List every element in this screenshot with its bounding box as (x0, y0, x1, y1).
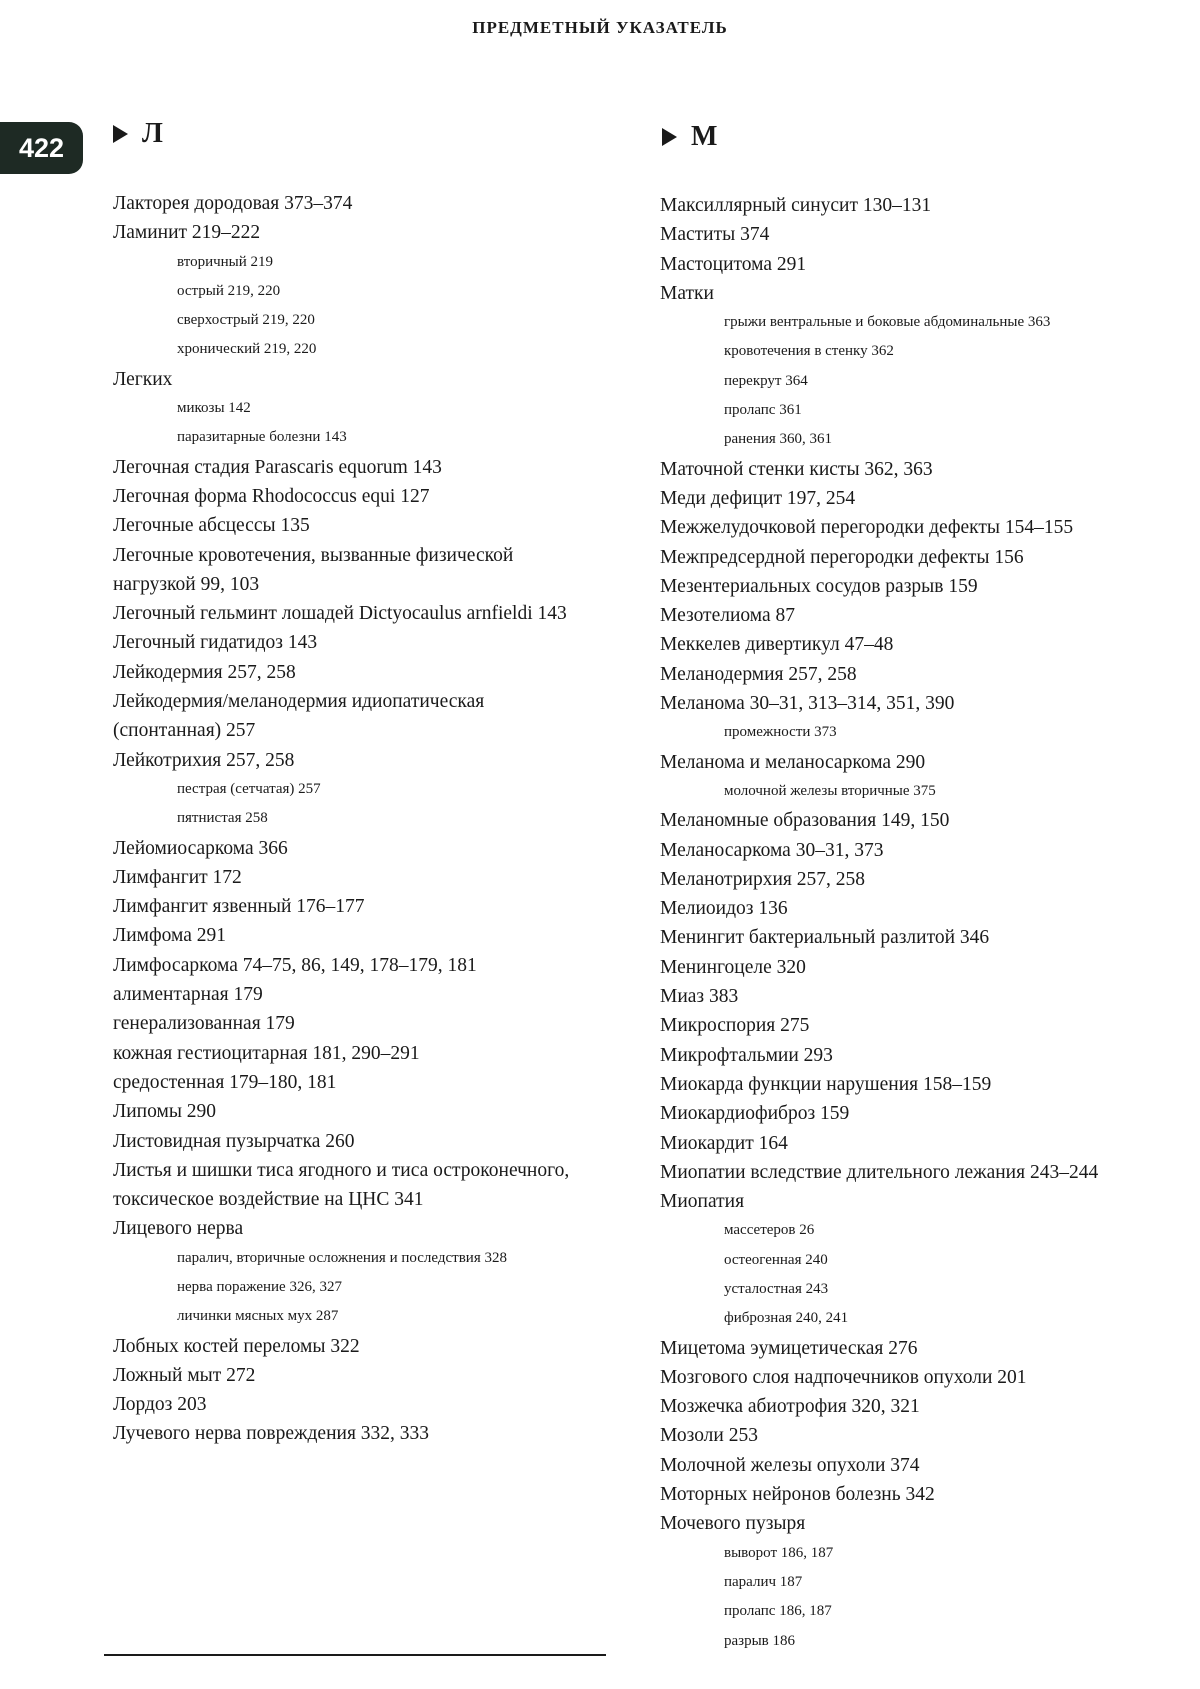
index-subentry: личинки мясных мух 287 (177, 1308, 339, 1325)
index-entry: Мочевого пузыря (660, 1513, 806, 1535)
index-subentry: массетеров 26 (724, 1222, 815, 1239)
index-entry: Ложный мыт 272 (113, 1364, 256, 1386)
index-entry: Лейкодермия/меланодермия идиопатическая (113, 691, 485, 713)
index-subentry: ранения 360, 361 (724, 431, 833, 448)
index-subentry: пролапс 361 (724, 402, 802, 419)
index-subentry: нерва поражение 326, 327 (177, 1278, 342, 1295)
index-entry: Листья и шишки тиса ягодного и тиса остроконечного, (113, 1159, 570, 1181)
index-subentry: усталостная 243 (724, 1280, 829, 1297)
index-entry: Миопатия (660, 1191, 745, 1213)
index-entry: алиментарная 179 (113, 984, 263, 1006)
index-subentry: хронический 219, 220 (177, 341, 317, 358)
index-entry: кожная гестиоцитарная 181, 290–291 (113, 1042, 420, 1064)
index-entry: Меланосаркома 30–31, 373 (660, 839, 884, 861)
index-entry: Меланодермия 257, 258 (660, 663, 857, 685)
index-entry: Лимфангит 172 (113, 866, 242, 888)
index-column-right (660, 191, 1098, 1656)
index-entry: Мозоли 253 (660, 1425, 758, 1447)
index-entry: Ламинит 219–222 (113, 222, 261, 244)
index-entry: Мелиоидоз 136 (660, 898, 788, 920)
index-entry: Легочные кровотечения, вызванные физической (113, 544, 514, 566)
index-entry: токсическое воздействие на ЦНС 341 (113, 1189, 424, 1211)
section-letter: Л (142, 118, 163, 149)
index-entry: Легочный гельминт лошадей Dictyocaulus arnfieldi 143 (113, 603, 567, 625)
index-entry: Лицевого нерва (113, 1218, 244, 1240)
index-entry: Моторных нейронов болезнь 342 (660, 1484, 935, 1506)
index-entry: Мезентериальных сосудов разрыв 159 (660, 575, 978, 597)
index-entry: Максиллярный синусит 130–131 (660, 195, 932, 216)
index-entry: Маститы 374 (660, 224, 770, 246)
index-entry: Лимфангит язвенный 176–177 (113, 896, 365, 918)
running-head: ПРЕДМЕТНЫЙ УКАЗАТЕЛЬ (472, 18, 728, 37)
index-entry: Межжелудочковой перегородки дефекты 154–155 (660, 517, 1074, 539)
index-column-left (113, 189, 569, 1449)
index-subentry: вторичный 219 (177, 253, 274, 270)
index-entry: Легочные абсцессы 135 (113, 515, 310, 537)
index-entry: нагрузкой 99, 103 (113, 573, 260, 595)
index-entry: Лобных костей переломы 322 (113, 1335, 360, 1357)
index-entry: Молочной железы опухоли 374 (660, 1454, 920, 1476)
index-entry: Лакторея дородовая 373–374 (113, 193, 353, 214)
footer-rule (104, 1654, 606, 1656)
triangle-marker-icon (113, 125, 128, 143)
index-entry: Легочная стадия Parascaris equorum 143 (113, 456, 442, 478)
index-entry: Легочная форма Rhodococcus equi 127 (113, 485, 430, 507)
index-entry: Лейкотрихия 257, 258 (113, 749, 295, 771)
index-entry: Лимфосаркома 74–75, 86, 149, 178–179, 181 (113, 954, 477, 976)
index-subentry: разрыв 186 (724, 1632, 795, 1649)
index-entry: Межпредсердной перегородки дефекты 156 (660, 546, 1024, 568)
index-entry: Мезотелиома 87 (660, 605, 796, 627)
index-entry: Лимфома 291 (113, 925, 227, 947)
index-entry: Лейомиосаркома 366 (113, 837, 288, 859)
index-subentry: выворот 186, 187 (724, 1544, 834, 1561)
section-letter-left (113, 117, 163, 151)
index-entry: Мозжечка абиотрофия 320, 321 (660, 1396, 920, 1418)
index-entry: Мастоцитома 291 (660, 253, 807, 275)
index-subentry: сверхострый 219, 220 (177, 312, 315, 329)
index-subentry: паралич 187 (724, 1573, 803, 1590)
index-subentry: паразитарные болезни 143 (177, 429, 347, 446)
index-entry: Миокарда функции нарушения 158–159 (660, 1073, 992, 1095)
index-entry: (спонтанная) 257 (113, 720, 256, 742)
index-subentry: кровотечения в стенку 362 (724, 343, 894, 360)
index-entry: Меди дефицит 197, 254 (660, 487, 856, 509)
section-letter: М (691, 121, 718, 152)
index-subentry: молочной железы вторичные 375 (724, 782, 936, 799)
index-entry: Маточной стенки кисты 362, 363 (660, 458, 933, 480)
index-entry: Лучевого нерва повреждения 332, 333 (113, 1423, 430, 1445)
index-subentry: перекрут 364 (724, 372, 808, 389)
index-entry: Мозгового слоя надпочечников опухоли 201 (660, 1366, 1027, 1388)
index-entry: Легких (113, 368, 173, 390)
index-subentry: острый 219, 220 (177, 282, 281, 299)
triangle-marker-icon (662, 128, 677, 146)
index-subentry: микозы 142 (177, 400, 251, 417)
index-entry: Микроспория 275 (660, 1015, 810, 1037)
index-entry: Миокардиофиброз 159 (660, 1103, 850, 1125)
index-subentry: остеогенная 240 (724, 1251, 828, 1268)
index-entry: Миопатии вследствие длительного лежания 243–244 (660, 1161, 1099, 1183)
index-entry: Легочный гидатидоз 143 (113, 632, 318, 654)
page-number-tab: 422 (0, 122, 83, 174)
index-subentry: пестрая (сетчатая) 257 (177, 780, 321, 797)
index-entry: Листовидная пузырчатка 260 (113, 1130, 355, 1152)
index-subentry: пятнистая 258 (177, 810, 268, 827)
index-entry: Меланомные образования 149, 150 (660, 810, 950, 832)
index-subentry: пролапс 186, 187 (724, 1603, 832, 1620)
section-letter-right (662, 120, 717, 154)
index-subentry: паралич, вторичные осложнения и последствия 328 (177, 1249, 507, 1266)
index-entry: Миаз 383 (660, 986, 739, 1008)
index-subentry: грыжи вентральные и боковые абдоминальные 363 (724, 314, 1051, 331)
index-entry: Лейкодермия 257, 258 (113, 661, 296, 683)
index-entry: Менингит бактериальный разлитой 346 (660, 927, 990, 949)
index-subentry: промежности 373 (724, 724, 837, 741)
index-entry: Миокардит 164 (660, 1132, 788, 1154)
index-entry: Липомы 290 (113, 1101, 217, 1123)
index-subentry: фиброзная 240, 241 (724, 1310, 849, 1327)
index-entry: генерализованная 179 (113, 1013, 295, 1035)
index-entry: Матки (660, 282, 714, 304)
index-entry: Меланотрирхия 257, 258 (660, 868, 866, 890)
index-entry: средостенная 179–180, 181 (113, 1071, 337, 1093)
index-entry: Меланома и меланосаркома 290 (660, 751, 926, 773)
index-entry: Микрофтальмии 293 (660, 1044, 833, 1066)
index-entry: Лордоз 203 (113, 1394, 207, 1416)
index-entry: Менингоцеле 320 (660, 956, 806, 978)
index-entry: Меккелев дивертикул 47–48 (660, 634, 894, 656)
index-entry: Мицетома эумицетическая 276 (660, 1337, 918, 1359)
index-entry: Меланома 30–31, 313–314, 351, 390 (660, 693, 955, 715)
